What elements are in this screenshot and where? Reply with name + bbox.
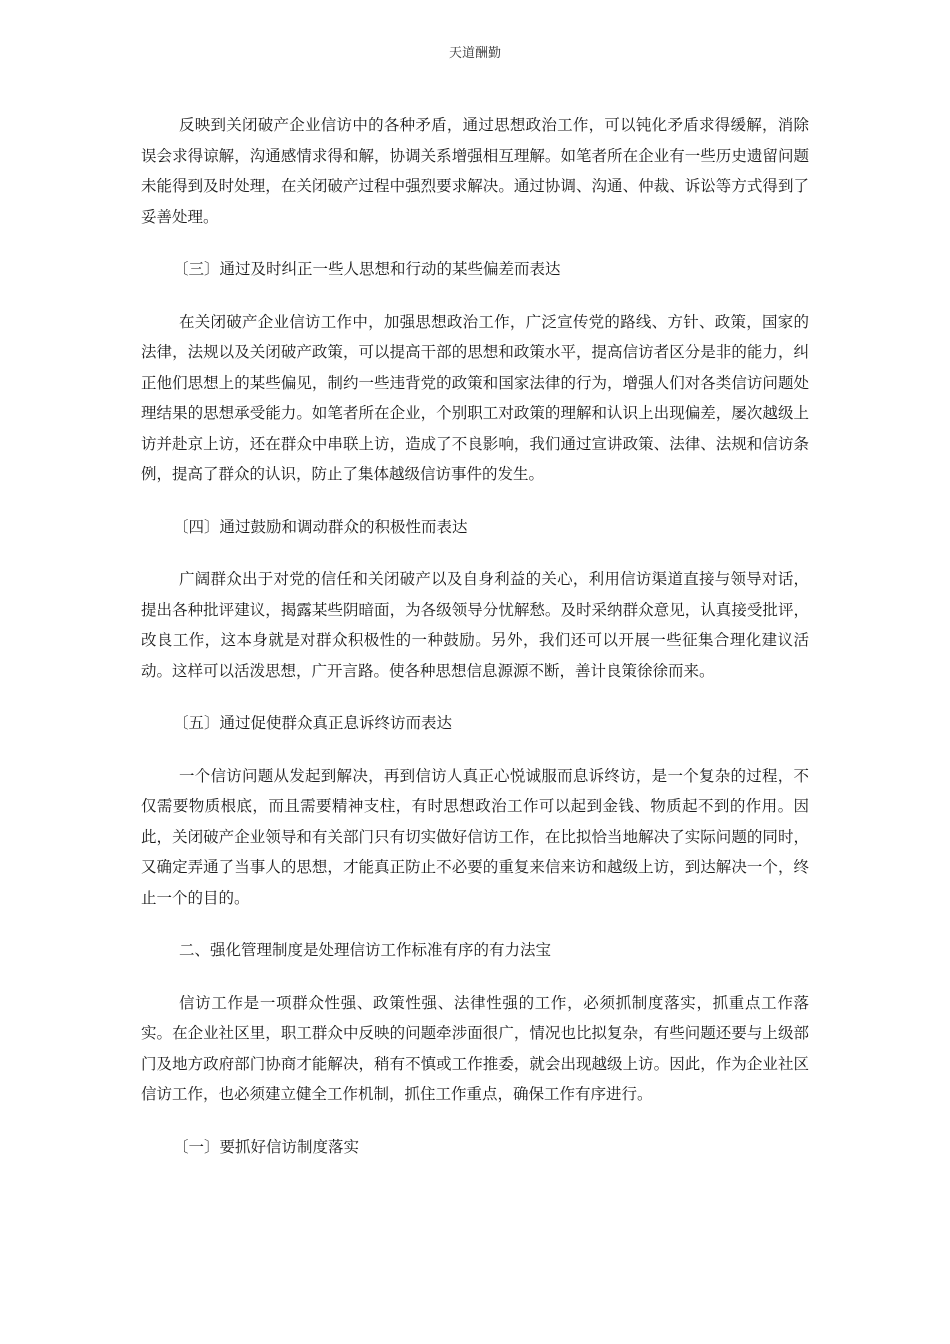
section-heading: 〔四〕通过鼓励和调动群众的积极性而表达 [173, 517, 468, 536]
section-heading: 〔五〕通过促使群众真正息诉终访而表达 [173, 714, 453, 732]
paragraph: 反映到关闭破产企业信访中的各种矛盾，通过思想政治工作，可以钝化矛盾求得缓解，消除误会求得谅解，沟通感情求得和解，协调关系增强相互理解。如笔者所在企业有一些历史遗留问题未能得到及时处理，在关闭破产过程中强烈要求解决。通过协调、沟通、仲裁、诉讼等方式得到了妥善处理。 [141, 116, 809, 226]
page-header: 天道酬勤 [448, 46, 501, 61]
chapter-heading: 二、强化管理制度是处理信访工作标准有序的有力法宝 [179, 941, 552, 959]
document-body [141, 110, 809, 1184]
section-heading: 〔三〕通过及时纠正一些人思想和行动的某些偏差而表达 [173, 260, 561, 278]
paragraph: 一个信访问题从发起到解决，再到信访人真正心悦诚服而息诉终访，是一个复杂的过程，不仅需要物质根底，而且需要精神支柱，有时思想政治工作可以起到金钱、物质起不到的作用。因此，关闭破产企业领导和有关部门只有切实做好信访工作，在比拟恰当地解决了实际问题的同时，又确定弄通了当事人的思想，才能真正防止不必要的重复来信来访和越级上访，到达解决一个，终止一个的目的。 [141, 766, 809, 907]
paragraph: 在关闭破产企业信访工作中，加强思想政治工作，广泛宣传党的路线、方针、政策，国家的法律，法规以及关闭破产政策，可以提高干部的思想和政策水平，提高信访者区分是非的能力，纠正他们思想上的某些偏见，制约一些违背党的政策和国家法律的行为，增强人们对各类信访问题处理结果的思想承受能力。如笔者所在企业，个别职工对政策的理解和认识上出现偏差，屡次越级上访并赴京上访，还在群众中串联上访，造成了不良影响，我们通过宣讲政策、法律、法规和信访条例，提高了群众的认识，防止了集体越级信访事件的发生。 [141, 312, 809, 483]
section-heading: 〔一〕要抓好信访制度落实 [173, 1137, 360, 1156]
paragraph: 广阔群众出于对党的信任和关闭破产以及自身利益的关心，利用信访渠道直接与领导对话，提出各种批评建议，揭露某些阴暗面，为各级领导分忧解愁。及时采纳群众意见，认真接受批评，改良工作，这本身就是对群众积极性的一种鼓励。另外，我们还可以开展一些征集合理化建议活动。这样可以活泼思想，广开言路。使各种思想信息源源不断，善计良策徐徐而来。 [141, 570, 809, 680]
paragraph: 信访工作是一项群众性强、政策性强、法律性强的工作，必须抓制度落实，抓重点工作落实。在企业社区里，职工群众中反映的问题牵涉面很广，情况也比拟复杂，有些问题还要与上级部门及地方政府部门协商才能解决，稍有不慎或工作推委，就会出现越级上访。因此，作为企业社区信访工作，也必须建立健全工作机制，抓住工作重点，确保工作有序进行。 [141, 993, 809, 1103]
